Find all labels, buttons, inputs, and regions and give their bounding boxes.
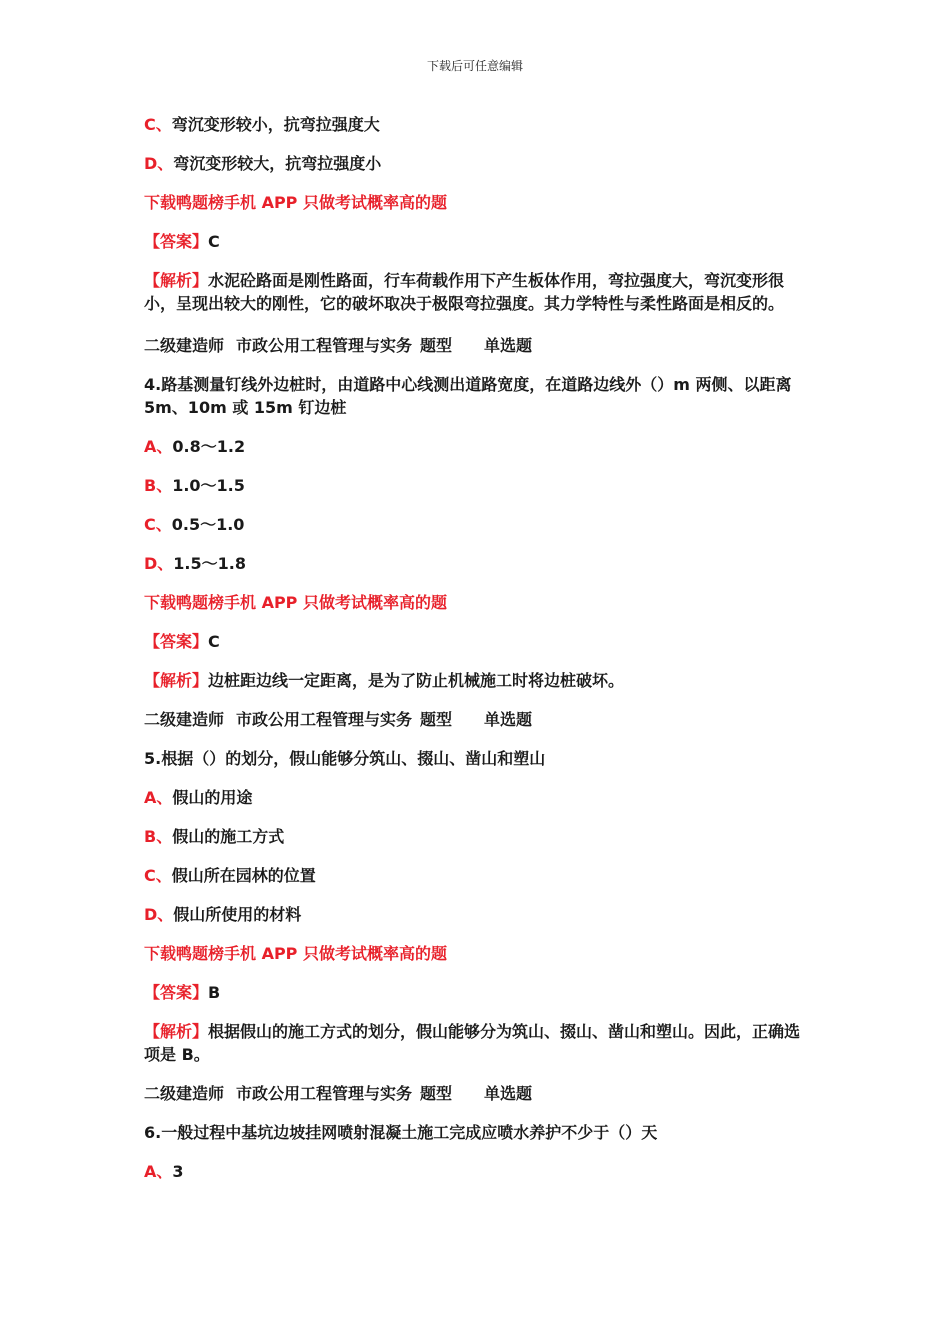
- option-letter: D、: [144, 154, 174, 173]
- question-text: 6.一般过程中基坑边坡挂网喷射混凝土施工完成应喷水养护不少于（）天: [144, 1123, 658, 1142]
- option-a: [144, 786, 814, 809]
- type-value: 单选题: [484, 336, 533, 355]
- analysis-line: [144, 669, 814, 692]
- option-letter: A、: [144, 788, 173, 807]
- option-text: 3: [172, 1162, 184, 1181]
- app-promo-link[interactable]: 下载鸭题榜手机 APP 只做考试概率高的题: [144, 593, 447, 612]
- analysis-text: 水泥砼路面是刚性路面，行车荷载作用下产生板体作用，弯拉强度大，弯沉变形很小，呈现出较大的刚性，它的破坏取决于极限弯拉强度。其力学特性与柔性路面是相反的。: [144, 271, 785, 313]
- document-body: [144, 113, 814, 1199]
- analysis-line: [144, 269, 814, 315]
- option-letter: B、: [144, 476, 173, 495]
- option-letter: D、: [144, 905, 174, 924]
- answer-line: [144, 981, 814, 1004]
- option-text: 1.0～1.5: [172, 476, 245, 495]
- type-label: 题型: [420, 710, 453, 729]
- exam-subject: 市政公用工程管理与实务: [236, 336, 413, 355]
- question-meta: [144, 708, 814, 731]
- exam-subject: 市政公用工程管理与实务: [236, 710, 413, 729]
- answer-value: B: [208, 983, 221, 1002]
- answer-line: [144, 630, 814, 653]
- option-d: [144, 152, 814, 175]
- answer-line: [144, 230, 814, 253]
- option-letter: B、: [144, 827, 173, 846]
- option-a: [144, 435, 814, 458]
- answer-label: 【答案】: [144, 232, 209, 251]
- analysis-text: 边桩距边线一定距离，是为了防止机械施工时将边桩破坏。: [208, 671, 625, 690]
- page-header: 下载后可任意编辑: [426, 59, 523, 73]
- option-b: [144, 474, 814, 497]
- option-d: [144, 552, 814, 575]
- option-d: [144, 903, 814, 926]
- option-text: 0.8～1.2: [172, 437, 246, 456]
- analysis-label: 【解析】: [144, 1022, 209, 1041]
- answer-value: C: [208, 632, 220, 651]
- option-text: 假山的施工方式: [172, 827, 285, 846]
- option-letter: C、: [144, 866, 172, 885]
- type-value: 单选题: [484, 710, 533, 729]
- option-text: 假山所在园林的位置: [171, 866, 316, 885]
- option-text: 假山所使用的材料: [173, 905, 302, 924]
- answer-value: C: [208, 232, 220, 251]
- analysis-label: 【解析】: [144, 271, 209, 290]
- option-text: 1.5～1.8: [173, 554, 246, 573]
- type-label: 题型: [420, 1084, 453, 1103]
- answer-label: 【答案】: [144, 983, 209, 1002]
- analysis-label: 【解析】: [144, 671, 209, 690]
- option-c: [144, 864, 814, 887]
- type-label: 题型: [420, 336, 453, 355]
- option-b: [144, 825, 814, 848]
- option-text: 假山的用途: [172, 788, 253, 807]
- app-promo-link[interactable]: 下载鸭题榜手机 APP 只做考试概率高的题: [144, 193, 447, 212]
- exam-subject: 市政公用工程管理与实务: [236, 1084, 413, 1103]
- answer-label: 【答案】: [144, 632, 209, 651]
- question-text: 5.根据（）的划分，假山能够分筑山、掇山、凿山和塑山: [144, 749, 546, 768]
- exam-level: 二级建造师: [144, 1084, 225, 1103]
- analysis-line: [144, 1020, 814, 1066]
- analysis-text: 根据假山的施工方式的划分，假山能够分为筑山、掇山、凿山和塑山。因此，正确选项是 B。: [144, 1022, 801, 1064]
- option-letter: C、: [144, 515, 172, 534]
- option-text: 弯沉变形较小，抗弯拉强度大: [171, 115, 380, 134]
- question-text: 4.路基测量钉线外边桩时，由道路中心线测出道路宽度，在道路边线外（）m 两侧、以距离 5m、10m 或 15m 钉边桩: [144, 375, 792, 417]
- app-promo-link[interactable]: 下载鸭题榜手机 APP 只做考试概率高的题: [144, 944, 447, 963]
- exam-level: 二级建造师: [144, 336, 225, 355]
- option-letter: C、: [144, 115, 172, 134]
- option-letter: D、: [144, 554, 174, 573]
- option-text: 弯沉变形较大，抗弯拉强度小: [173, 154, 382, 173]
- option-c: [144, 113, 814, 136]
- option-letter: A、: [144, 437, 173, 456]
- question-meta: [144, 334, 814, 357]
- option-text: 0.5～1.0: [171, 515, 245, 534]
- option-c: [144, 513, 814, 536]
- option-letter: A、: [144, 1162, 173, 1181]
- type-value: 单选题: [484, 1084, 533, 1103]
- option-a: [144, 1160, 814, 1183]
- question-meta: [144, 1082, 814, 1105]
- exam-level: 二级建造师: [144, 710, 225, 729]
